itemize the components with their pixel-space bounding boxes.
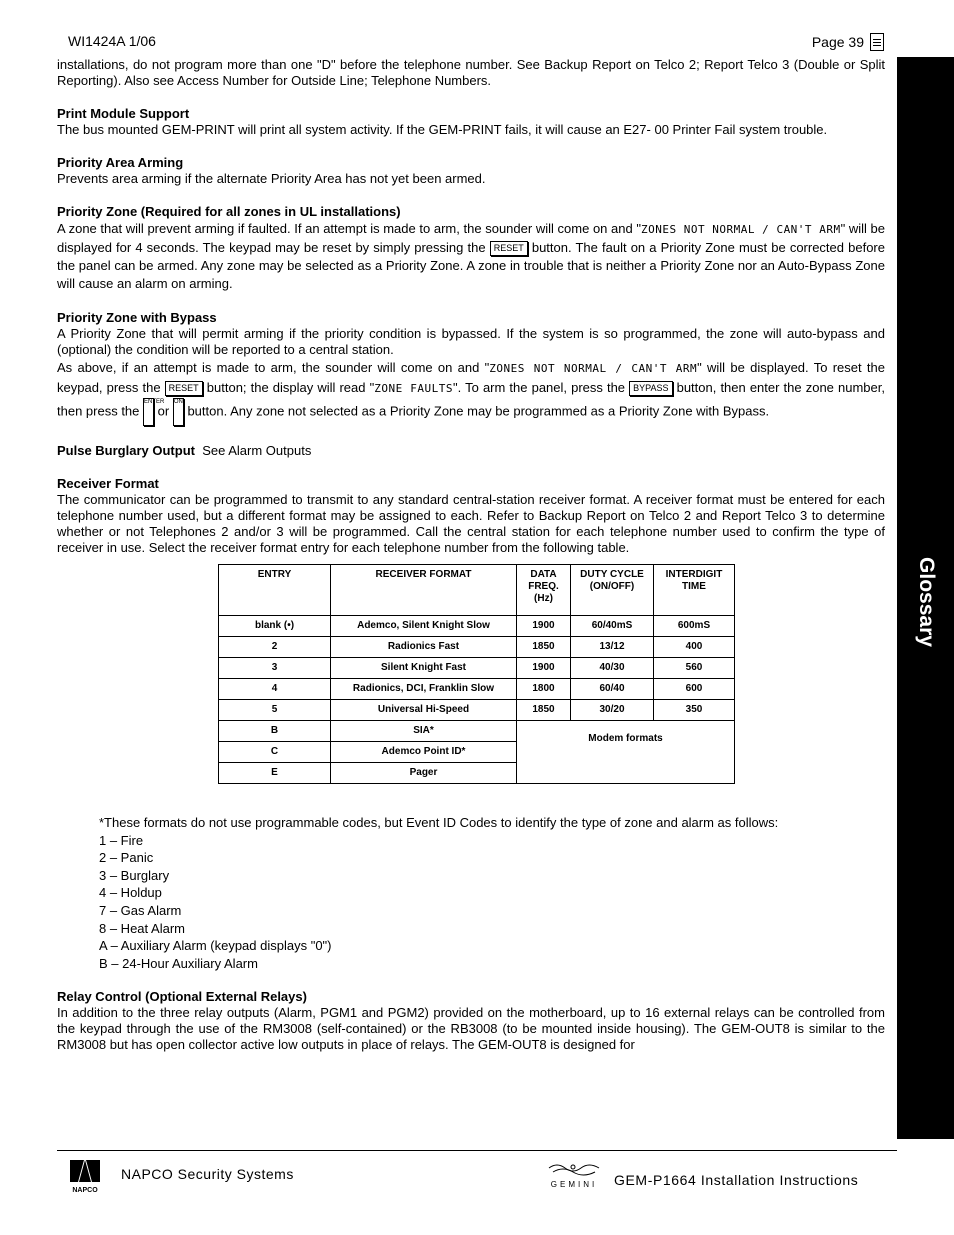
priority-area-section bbox=[57, 155, 885, 187]
table-cell: 600 bbox=[654, 679, 735, 700]
footer-divider bbox=[57, 1150, 897, 1151]
table-cell: C bbox=[219, 742, 331, 763]
column-header: RECEIVER FORMAT bbox=[331, 565, 517, 616]
table-cell: B bbox=[219, 721, 331, 742]
table-cell: 30/20 bbox=[571, 700, 654, 721]
napco-logo-text: NAPCO bbox=[72, 1187, 98, 1194]
list-item: 7 – Gas Alarm bbox=[99, 902, 182, 918]
section-body: A Priority Zone that will permit arming if the priority condition is bypassed. If the system is so programmed, the zone will auto-bypass and (optional) the condition will be reported to a central station. bbox=[57, 326, 885, 357]
table-cell: 2 bbox=[219, 637, 331, 658]
table-cell: Ademco Point ID* bbox=[331, 742, 517, 763]
table-cell: 4 bbox=[219, 679, 331, 700]
table-cell: blank (•) bbox=[219, 616, 331, 637]
section-heading: Priority Area Arming bbox=[57, 155, 184, 170]
page-number-group bbox=[812, 33, 884, 51]
table-cell: 1850 bbox=[517, 700, 571, 721]
table-cell: 13/12 bbox=[571, 637, 654, 658]
table-row bbox=[219, 637, 735, 658]
list-item: B – 24-Hour Auxiliary Alarm bbox=[99, 955, 258, 971]
table-cell: E bbox=[219, 763, 331, 784]
table-cell: 600mS bbox=[654, 616, 735, 637]
section-tab-label: Glossary bbox=[914, 557, 938, 647]
table-cell: SIA* bbox=[331, 721, 517, 742]
section-heading: Receiver Format bbox=[57, 476, 159, 491]
section-body: A zone that will prevent arming if faulted. If an attempt is made to arm, the sounder will come on and "ZONES NOT NORMAL / CAN'T ARM" will be displayed for 4 seconds. The keypad may be reset by simply pressing the RESET button. The fault on a Priority Zone must be corrected before the panel can be armed. Any zone may be selected as a Priority Zone. A zone in trouble that is neither a Priority Zone nor an Auto-Bypass Zone will cause an alarm on arming. bbox=[57, 221, 885, 291]
table-cell: 1900 bbox=[517, 616, 571, 637]
table-cell: Silent Knight Fast bbox=[331, 658, 517, 679]
table-cell: Radionics Fast bbox=[331, 637, 517, 658]
table-row bbox=[219, 721, 735, 742]
list-item: 3 – Burglary bbox=[99, 867, 170, 883]
table-cell: 400 bbox=[654, 637, 735, 658]
list-item: 4 – Holdup bbox=[99, 885, 162, 901]
bypass-key-icon: BYPASS bbox=[629, 381, 672, 396]
table-cell: Ademco, Silent Knight Slow bbox=[331, 616, 517, 637]
section-body: The bus mounted GEM-PRINT will print all system activity. If the GEM-PRINT fails, it will cause an E27- 00 Printer Fail system trouble. bbox=[57, 122, 828, 137]
keypad-display-text: ZONES NOT NORMAL / CAN'T ARM bbox=[489, 362, 698, 375]
relay-control-section bbox=[57, 989, 885, 1053]
list-item: 2 – Panic bbox=[99, 850, 154, 866]
table-cell: 560 bbox=[654, 658, 735, 679]
section-body: Prevents area arming if the alternate Priority Area has not yet been armed. bbox=[57, 171, 486, 186]
section-heading: Relay Control (Optional External Relays) bbox=[57, 989, 307, 1005]
enter-key-icon: ENTER bbox=[143, 398, 154, 426]
section-body: In addition to the three relay outputs (Alarm, PGM1 and PGM2) provided on the motherboard, up to 16 external relays can be controlled from the keypad through the use of the RM3008 (self-contained) or the RB3008 (to be mounted inside housing). The GEM-OUT8 is similar to the RM3008 but has open collector active low outputs in place of relays. The GEM-OUT8 is designed for bbox=[57, 1005, 885, 1053]
section-heading: Print Module Support bbox=[57, 106, 190, 121]
print-module-section bbox=[57, 106, 885, 138]
section-heading: Pulse Burglary Output bbox=[57, 443, 195, 458]
receiver-format-table bbox=[218, 564, 735, 784]
table-cell: Radionics, DCI, Franklin Slow bbox=[331, 679, 517, 700]
keypad-display-text: ZONES NOT NORMAL / CAN'T ARM bbox=[641, 223, 841, 236]
gemini-logo-icon bbox=[543, 1160, 605, 1190]
section-heading: Priority Zone with Bypass bbox=[57, 310, 217, 325]
table-cell: 60/40mS bbox=[571, 616, 654, 637]
column-header: DUTY CYCLE (ON/OFF) bbox=[571, 565, 654, 616]
footer-title: GEM-P1664 Installation Instructions bbox=[614, 1172, 859, 1188]
table-cell: 1850 bbox=[517, 637, 571, 658]
table-row bbox=[219, 616, 735, 637]
table-row bbox=[219, 679, 735, 700]
table-cell: 3 bbox=[219, 658, 331, 679]
list-item: A – Auxiliary Alarm (keypad displays "0") bbox=[99, 938, 332, 954]
receiver-format-section bbox=[57, 476, 885, 556]
table-cell: 5 bbox=[219, 700, 331, 721]
table-row bbox=[219, 700, 735, 721]
column-header: ENTRY bbox=[219, 565, 331, 616]
table-cell: 40/30 bbox=[571, 658, 654, 679]
section-body: The communicator can be programmed to transmit to any standard central-station receiver format. A receiver format must be entered for each telephone number used, but a different format may be assigned to each. Refer to Backup Report on Telco 2 and Report Telco 3 to determine whether or not Telephones 2 and/or 3 will be programmed. Call the central station for each telephone number used to confirm the type of receiver in use. Select the receiver format entry for each telephone number from the following table. bbox=[57, 492, 885, 555]
table-header-row bbox=[219, 565, 735, 616]
document-icon bbox=[870, 33, 884, 51]
table-cell: 1900 bbox=[517, 658, 571, 679]
section-body: See Alarm Outputs bbox=[202, 443, 312, 458]
doc-id: WI1424A 1/06 bbox=[68, 33, 156, 49]
column-header: INTERDIGIT TIME bbox=[654, 565, 735, 616]
list-note: *These formats do not use programmable codes, but Event ID Codes to identify the type of zone and alarm as follows: bbox=[99, 815, 779, 830]
table-cell: 60/40 bbox=[571, 679, 654, 700]
reset-key-icon: RESET bbox=[490, 241, 528, 256]
gemini-logo-text: GEMINI bbox=[550, 1180, 598, 1189]
event-code-list bbox=[99, 814, 885, 972]
priority-zone-section bbox=[57, 204, 885, 293]
table-cell: Pager bbox=[331, 763, 517, 784]
list-item: 1 – Fire bbox=[99, 832, 144, 848]
reset-key-icon: RESET bbox=[165, 381, 203, 396]
priority-bypass-section bbox=[57, 310, 885, 426]
section-body: As above, if an attempt is made to arm, the sounder will come on and "ZONES NOT NORMAL / CAN'T ARM" will be displayed. To reset the keypad, press the RESET button; the display will read "ZONE FAULTS". To arm the panel, press the BYPASS button, then enter the zone number, then press the ENTER or ON button. Any zone not selected as a Priority Zone may be programmed as a Priority Zone with Bypass. bbox=[57, 358, 885, 426]
page-content bbox=[57, 57, 885, 1053]
pulse-burglary-section bbox=[57, 443, 885, 459]
footer-company: NAPCO Security Systems bbox=[121, 1166, 294, 1182]
section-tab bbox=[897, 57, 954, 1139]
modem-formats-cell: Modem formats bbox=[517, 721, 735, 784]
page-number: Page 39 bbox=[811, 34, 864, 50]
on-key-icon: ON bbox=[173, 398, 184, 426]
column-header: DATA FREQ. (Hz) bbox=[517, 565, 571, 616]
table-cell: Universal Hi-Speed bbox=[331, 700, 517, 721]
table-row bbox=[219, 658, 735, 679]
table-cell: 350 bbox=[654, 700, 735, 721]
section-heading: Priority Zone (Required for all zones in UL installations) bbox=[57, 204, 401, 219]
napco-logo-icon bbox=[62, 1156, 108, 1194]
table-cell: 1800 bbox=[517, 679, 571, 700]
list-item: 8 – Heat Alarm bbox=[99, 920, 185, 936]
keypad-display-text: ZONE FAULTS bbox=[374, 382, 454, 395]
intro-paragraph: installations, do not program more than one "D" before the telephone number. See Backup Report on Telco 2; Report Telco 3 (Double or Split Reporting). Also see Access Number for Outside Line; Telephone Numbers. bbox=[57, 57, 885, 88]
